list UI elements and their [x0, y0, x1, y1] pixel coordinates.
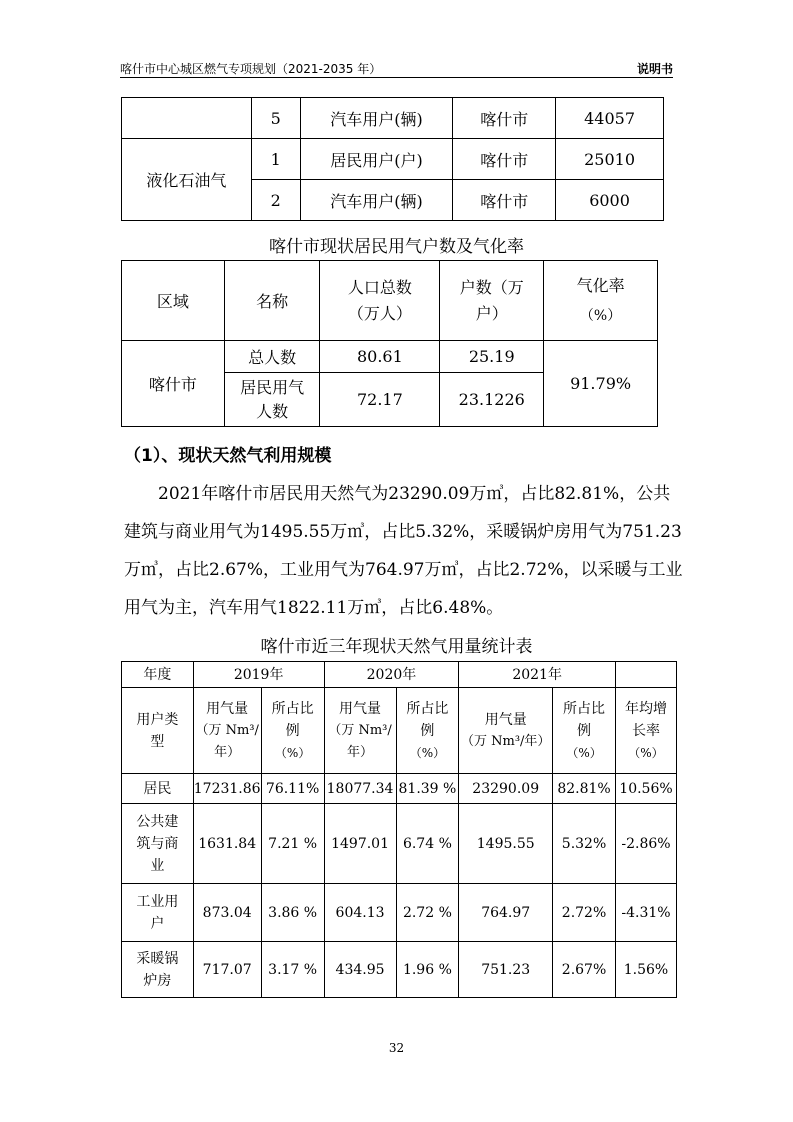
table-cell: 2.67%	[553, 942, 616, 998]
table-cell: 751.23	[459, 942, 553, 998]
header-divider	[120, 77, 673, 78]
table-cell: -2.86%	[615, 804, 676, 884]
gas-usage-statistics-table	[121, 661, 677, 998]
usage-unit: （万 Nm³/年）	[460, 733, 551, 749]
table-cell: 6000	[556, 180, 664, 221]
table-header-cell	[261, 688, 324, 774]
table-cell: 1495.55	[459, 804, 553, 884]
table-cell: 76.11%	[261, 774, 324, 804]
share-label: 所占比例	[406, 700, 449, 739]
usage-unit: （万 Nm³/年）	[328, 722, 392, 760]
share-label: 所占比例	[563, 700, 606, 739]
table-cell: 总人数	[224, 341, 320, 373]
table-cell: 91.79%	[544, 341, 658, 427]
page-number: 32	[388, 1041, 405, 1055]
table-header-cell: 用户类型	[122, 688, 194, 774]
table-row	[122, 804, 677, 884]
share-unit: （%）	[409, 745, 446, 760]
table-cell: 喀什市	[122, 341, 225, 427]
table-cell: 5.32%	[553, 804, 616, 884]
body-paragraph: 2021年喀什市居民用天然气为23290.09万㎥，占比82.81%，公共建筑与商业用气为1495.55万㎥，占比5.32%，采暖锅炉房用气为751.23万㎥，占比2.67%，工业用气为764.97万㎥，占比2.72%，以采暖与工业用气为主，汽车用气1822.11万㎥，占比6.48%。	[124, 484, 683, 618]
table-cell: 6.74 %	[396, 804, 459, 884]
table-cell: 1497.01	[324, 804, 396, 884]
table-header-cell	[615, 662, 676, 688]
table-cell: 1.96 %	[396, 942, 459, 998]
table-cell: 喀什市	[453, 98, 556, 139]
table-cell: 居民用户(户)	[300, 139, 453, 180]
table-cell: 1.56%	[615, 942, 676, 998]
table-header-cell: 区域	[122, 261, 225, 341]
table-cell: 采暖锅炉房	[122, 942, 194, 998]
residential-gasification-table	[121, 260, 658, 427]
table-cell: 喀什市	[453, 139, 556, 180]
table-header-cell	[193, 688, 261, 774]
table-header-cell	[459, 688, 553, 774]
table-cell: 44057	[556, 98, 664, 139]
table-header-cell	[615, 688, 676, 774]
table-cell: 10.56%	[615, 774, 676, 804]
table-cell: 居民	[122, 774, 194, 804]
table-cell: -4.31%	[615, 884, 676, 942]
table-cell: 3.17 %	[261, 942, 324, 998]
table-header-cell: 2019年	[193, 662, 324, 688]
table-cell: 23.1226	[440, 373, 544, 427]
usage-label: 用气量	[339, 700, 382, 717]
table-cell: 25.19	[440, 341, 544, 373]
table-cell: 1631.84	[193, 804, 261, 884]
table-header-cell: 2020年	[324, 662, 459, 688]
table-row	[122, 884, 677, 942]
table-header-row	[122, 662, 677, 688]
table-cell	[122, 98, 252, 139]
table-cell: 居民用气人数	[224, 373, 320, 427]
table-cell: 7.21 %	[261, 804, 324, 884]
table-cell: 873.04	[193, 884, 261, 942]
table-header-cell: 名称	[224, 261, 320, 341]
table-cell: 72.17	[320, 373, 440, 427]
document-type-label: 说明书	[636, 62, 673, 76]
share-label: 所占比例	[271, 700, 314, 739]
table-cell: 23290.09	[459, 774, 553, 804]
document-header-title: 喀什市中心城区燃气专项规划（2021-2035 年）	[120, 62, 382, 76]
table-header-cell	[553, 688, 616, 774]
table-row	[122, 98, 664, 139]
table-header-cell: 户数（万户）	[440, 261, 544, 341]
table-cell: 1	[251, 139, 300, 180]
table-caption: 喀什市现状居民用气户数及气化率	[269, 237, 524, 257]
table-cell: 3.86 %	[261, 884, 324, 942]
table-cell: 82.81%	[553, 774, 616, 804]
table-cell: 公共建筑与商业	[122, 804, 194, 884]
table-cell: 汽车用户(辆)	[300, 180, 453, 221]
growth-label: 年均增长率	[624, 700, 667, 739]
table-cell: 434.95	[324, 942, 396, 998]
table-cell: 80.61	[320, 341, 440, 373]
usage-label: 用气量	[484, 711, 527, 728]
table-header-cell	[396, 688, 459, 774]
table-row	[122, 341, 658, 373]
table-cell: 液化石油气	[122, 139, 252, 221]
table-header-cell: 人口总数（万人）	[320, 261, 440, 341]
table-header-cell: 2021年	[459, 662, 616, 688]
growth-unit: （%）	[628, 745, 664, 760]
usage-unit: （万 Nm³/年）	[195, 722, 259, 760]
share-unit: （%）	[274, 745, 311, 760]
table-cell: 喀什市	[453, 180, 556, 221]
table-header-cell: 年度	[122, 662, 194, 688]
table-header-row	[122, 688, 677, 774]
table-cell: 717.07	[193, 942, 261, 998]
table-cell: 工业用户	[122, 884, 194, 942]
table-cell: 18077.34	[324, 774, 396, 804]
table-cell: 81.39 %	[396, 774, 459, 804]
table-cell: 604.13	[324, 884, 396, 942]
lpg-users-table	[121, 97, 664, 221]
share-unit: （%）	[566, 745, 602, 760]
table-cell: 汽车用户(辆)	[300, 98, 453, 139]
table-cell: 2.72 %	[396, 884, 459, 942]
table-header-row	[122, 261, 658, 341]
table-cell: 764.97	[459, 884, 553, 942]
usage-label: 用气量	[206, 700, 249, 717]
table-cell: 17231.86	[193, 774, 261, 804]
table-row	[122, 139, 664, 180]
table-cell: 2.72%	[553, 884, 616, 942]
table-caption: 喀什市近三年现状天然气用量统计表	[260, 637, 533, 657]
table-row	[122, 942, 677, 998]
section-heading: （1）、现状天然气利用规模	[124, 446, 332, 466]
rate-header-label: 气化率	[576, 275, 625, 295]
table-cell: 2	[251, 180, 300, 221]
table-header-cell	[324, 688, 396, 774]
rate-header-unit: （%）	[579, 307, 622, 324]
table-row	[122, 774, 677, 804]
table-cell: 25010	[556, 139, 664, 180]
table-header-cell	[544, 261, 658, 341]
table-cell: 5	[251, 98, 300, 139]
